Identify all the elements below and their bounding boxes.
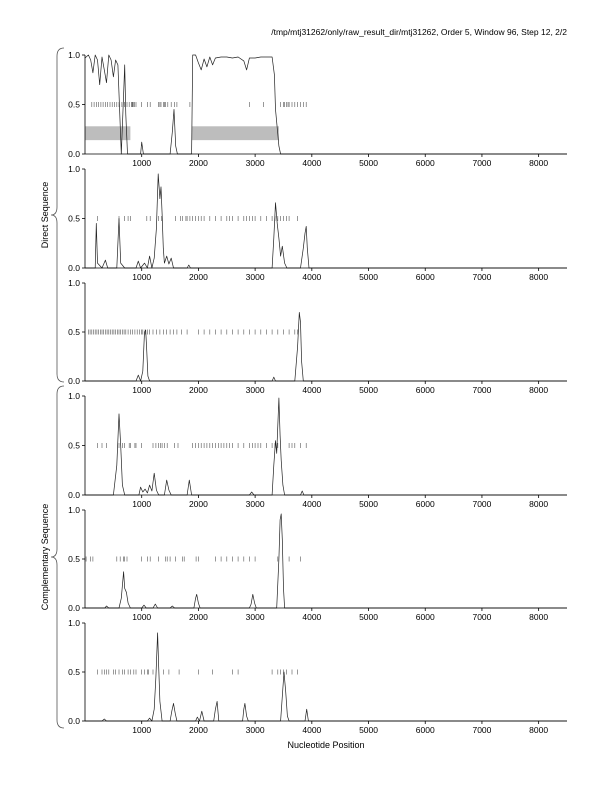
gray-region-0 bbox=[85, 126, 130, 140]
x-tick-label: 3000 bbox=[245, 272, 265, 282]
y-tick-label: 1.0 bbox=[68, 50, 80, 60]
series-line-0 bbox=[85, 398, 567, 495]
x-tick-label: 7000 bbox=[472, 158, 492, 168]
x-tick-label: 3000 bbox=[245, 158, 265, 168]
x-tick-label: 2000 bbox=[188, 272, 208, 282]
series-line-0 bbox=[85, 312, 567, 381]
x-tick-label: 8000 bbox=[529, 385, 549, 395]
y-tick-label: 1.0 bbox=[68, 278, 80, 288]
panel-6 bbox=[68, 618, 567, 735]
x-tick-label: 4000 bbox=[302, 499, 322, 509]
x-tick-label: 5000 bbox=[359, 612, 378, 622]
x-tick-label: 3000 bbox=[245, 385, 265, 395]
series-line-0 bbox=[85, 633, 567, 721]
x-tick-label: 1000 bbox=[132, 499, 152, 509]
x-tick-label: 3000 bbox=[245, 499, 265, 509]
x-tick-label: 8000 bbox=[529, 612, 549, 622]
x-tick-label: 4000 bbox=[302, 385, 322, 395]
gray-region-1 bbox=[192, 126, 279, 140]
y-tick-label: 1.0 bbox=[68, 164, 80, 174]
x-tick-label: 8000 bbox=[529, 725, 549, 735]
y-tick-label: 0.0 bbox=[68, 149, 80, 159]
series-line-0 bbox=[85, 174, 567, 268]
x-tick-label: 2000 bbox=[188, 499, 208, 509]
x-tick-label: 7000 bbox=[472, 725, 492, 735]
x-tick-label: 8000 bbox=[529, 158, 549, 168]
y-tick-label: 0.0 bbox=[68, 603, 80, 613]
x-tick-label: 6000 bbox=[415, 385, 435, 395]
y-tick-label: 1.0 bbox=[68, 618, 80, 628]
x-tick-label: 3000 bbox=[245, 725, 265, 735]
series-line-0 bbox=[85, 55, 567, 154]
y-tick-label: 0.5 bbox=[68, 554, 80, 564]
panel-3 bbox=[68, 278, 567, 395]
y-tick-label: 0.5 bbox=[68, 667, 80, 677]
x-tick-label: 7000 bbox=[472, 612, 492, 622]
x-tick-label: 7000 bbox=[472, 385, 492, 395]
panel-2 bbox=[68, 164, 567, 282]
x-tick-label: 5000 bbox=[359, 272, 378, 282]
y-tick-label: 0.5 bbox=[68, 327, 80, 337]
x-tick-label: 5000 bbox=[359, 385, 378, 395]
x-tick-label: 4000 bbox=[302, 612, 322, 622]
y-tick-label: 0.0 bbox=[68, 490, 80, 500]
x-tick-label: 4000 bbox=[302, 725, 322, 735]
y-tick-label: 0.0 bbox=[68, 263, 80, 273]
group-brackets bbox=[40, 48, 64, 728]
x-tick-label: 3000 bbox=[245, 612, 265, 622]
group-bracket-1 bbox=[51, 386, 64, 728]
x-tick-label: 4000 bbox=[302, 158, 322, 168]
group-bracket-0 bbox=[51, 48, 64, 382]
panel-1 bbox=[68, 50, 567, 168]
x-tick-label: 4000 bbox=[302, 272, 322, 282]
x-tick-label: 2000 bbox=[188, 725, 208, 735]
y-tick-label: 0.5 bbox=[68, 99, 80, 110]
x-tick-label: 2000 bbox=[188, 158, 208, 168]
x-tick-label: 7000 bbox=[472, 499, 492, 509]
x-tick-label: 6000 bbox=[415, 725, 435, 735]
x-tick-label: 6000 bbox=[415, 272, 435, 282]
panel-4 bbox=[68, 391, 567, 509]
panels bbox=[68, 50, 567, 735]
y-tick-label: 1.0 bbox=[68, 391, 80, 401]
group-label-0: Direct Sequence bbox=[40, 181, 50, 249]
x-tick-label: 6000 bbox=[415, 499, 435, 509]
x-tick-label: 8000 bbox=[529, 499, 549, 509]
y-tick-label: 1.0 bbox=[68, 505, 80, 515]
x-tick-label: 1000 bbox=[132, 272, 152, 282]
x-tick-label: 1000 bbox=[132, 612, 152, 622]
series-line-0 bbox=[85, 514, 567, 608]
x-tick-label: 1000 bbox=[132, 158, 152, 168]
x-tick-label: 6000 bbox=[415, 158, 435, 168]
group-label-1: Complementary Sequence bbox=[40, 503, 50, 611]
y-tick-label: 0.5 bbox=[68, 213, 80, 224]
y-tick-label: 0.5 bbox=[68, 440, 80, 451]
x-tick-label: 1000 bbox=[132, 725, 152, 735]
panel-5 bbox=[68, 505, 567, 622]
x-tick-label: 6000 bbox=[415, 612, 435, 622]
x-tick-label: 5000 bbox=[359, 725, 378, 735]
figure-title: /tmp/mtj31262/only/raw_result_dir/mtj31262, Order 5, Window 96, Step 12, 2/2 bbox=[271, 27, 567, 37]
x-tick-label: 7000 bbox=[472, 272, 492, 282]
x-tick-label: 1000 bbox=[132, 385, 152, 395]
x-tick-label: 2000 bbox=[188, 385, 208, 395]
x-tick-label: 2000 bbox=[188, 612, 208, 622]
y-tick-label: 0.0 bbox=[68, 716, 80, 726]
x-tick-label: 5000 bbox=[359, 158, 378, 168]
y-tick-label: 0.0 bbox=[68, 376, 80, 386]
x-tick-label: 8000 bbox=[529, 272, 549, 282]
x-axis-label: Nucleotide Position bbox=[287, 740, 365, 750]
x-tick-label: 5000 bbox=[359, 499, 378, 509]
